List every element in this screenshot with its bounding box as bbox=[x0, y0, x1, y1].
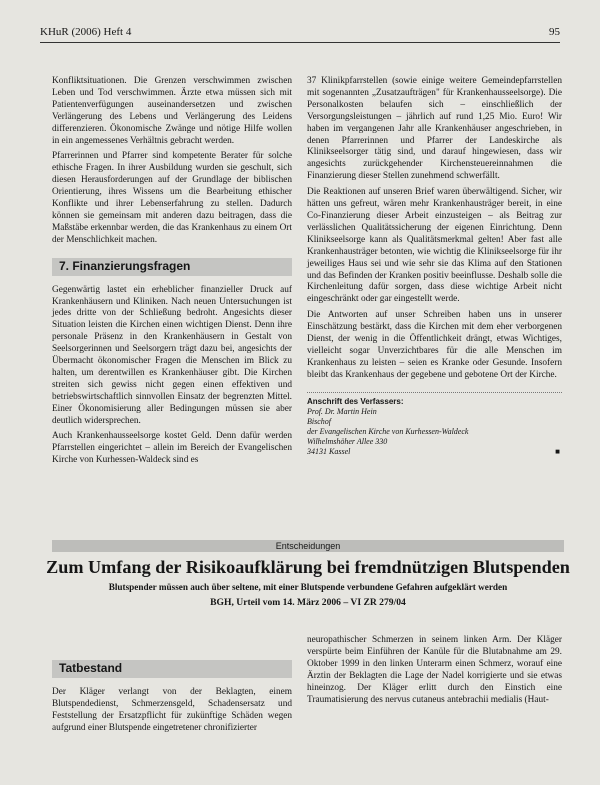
decision-right-column bbox=[307, 635, 562, 710]
right-column bbox=[307, 76, 562, 457]
header-rule bbox=[40, 42, 560, 43]
running-header bbox=[40, 26, 560, 40]
paragraph: Die Antworten auf unser Schreiben haben uns in unserer Einschätzung bestärkt, dass die Kirchen mit dem eher verborgenen Dienst, der wenig in die Öffentlichkeit drängt, etwas Wichtiges, vielleicht sogar Unverzichtbares für die alle Menschen im Krankenhaus zu leisten – seien es Kranke oder Gesunde. Insofern bleibt das Krankenhaus der gegebene und gebotene Ort der Kirche. bbox=[307, 310, 562, 380]
page-number: 95 bbox=[549, 26, 560, 38]
paragraph: 37 Klinikpfarrstellen (sowie einige weitere Gemeindepfarrstellen mit sogenannten „Zusatzaufträgen" für Krankenhausseelsorge). Die Personalkosten belaufen sich – einschließlich der Versorgungsleistungen – jährlich auf rund 1,25 Mio. Euro! Wir haben im vergangenen Jahr alle Krankenhäuser angeschrieben, in denen Pfarrerinnen und Pfarrer der Landeskirche als Klinikseelsorger tätig sind, und darauf hingewiesen, dass wir angesichts zurückgehender Kirchensteuereinnahmen die Finanzierung dieser Stellen zunehmend schwerfällt. bbox=[307, 76, 562, 182]
category-band: Entscheidungen bbox=[52, 540, 564, 552]
decision-title: Zum Umfang der Risikoaufklärung bei fremdnützigen Blutspenden bbox=[46, 557, 570, 577]
author-line: Bischof bbox=[307, 416, 331, 426]
author-address bbox=[307, 392, 562, 457]
decision-citation: BGH, Urteil vom 14. März 2006 – VI ZR 279/04 bbox=[210, 597, 406, 608]
section-heading-tatbestand: Tatbestand bbox=[52, 660, 292, 678]
author-line: Wilhelmshöher Allee 330 bbox=[307, 436, 388, 446]
author-heading: Anschrift des Verfassers: bbox=[307, 396, 404, 406]
paragraph: neuropathischer Schmerzen in seinem linken Arm. Der Kläger verspürte beim Einführen der Kanüle für die Blutabnahme am 29. Oktober 1999 in den linken Unterarm einen Schmerz, worauf eine Ärztin der Beklagten die Lage der Nadel korrigierte und sie etwas hineinzog. Der Kläger erlitt durch den Einstich eine Traumatisierung des nervus cutaneus antebrachii medialis (Haut- bbox=[307, 635, 562, 705]
left-column bbox=[52, 76, 292, 471]
paragraph: Auch Krankenhausseelsorge kostet Geld. Denn dafür werden Pfarrstellen eingerichtet – allein im Bereich der Evangelischen Kirche von Kurhessen-Waldeck sind es bbox=[52, 431, 292, 466]
paragraph: Der Kläger verlangt von der Beklagten, einem Blutspendedienst, Schmerzensgeld, Schadensersatz und Feststellung der Ersatzpflicht für zukünftige Schäden wegen aufgrund einer Blutspende eingetretener chronifizierter bbox=[52, 686, 292, 733]
author-line: der Evangelischen Kirche von Kurhessen-Waldeck bbox=[307, 426, 469, 436]
paragraph: Gegenwärtig lastet ein erheblicher finanzieller Druck auf Krankenhäusern und Kliniken. Nach neuen Untersuchungen ist jedes dritte von der Schließung bedroht. Angesichts dieser Situation leisten die Kirchen einen wichtigen Dienst. Denn ihre personale Präsenz in den Krankenhäusern in Gestalt von Seelsorgerinnen und Seelsorgern trägt dazu bei, angesichts der Übermacht ökonomischer Fragen die Menschen im Blick zu halten, um derentwillen es Krankenhäuser gibt. Die Kirchen streiten sich gewiss nicht gegen einen effektiven und betriebswirtschaftlich sinnvollen Einsatz der begrenzten Mittel. Einer Ökonomisierung aller Bedingungen müssen sie aber deutlich widersprechen. bbox=[52, 284, 292, 426]
decision-subtitle: Blutspender müssen auch über seltene, mit einer Blutspende verbundene Gefahren aufgeklärt werden bbox=[108, 582, 508, 592]
paragraph: Konfliktsituationen. Die Grenzen verschwimmen zwischen Leben und Tod verschwimmen. Ärzte etwa müssen sich mit Patientenverfügungen auseinandersetzen und zwischen Verlängerung des Lebens und Verlängerung des Leidens differenzieren. Ökonomische Zwänge und nötige Hilfe wollen in ein angemessenes Verhältnis gebracht werden. bbox=[52, 76, 292, 146]
section-heading-finanzierung: 7. Finanzierungsfragen bbox=[52, 258, 292, 276]
author-line: 34131 Kassel bbox=[307, 446, 351, 456]
journal-reference: KHuR (2006) Heft 4 bbox=[40, 26, 132, 38]
paragraph: Die Reaktionen auf unseren Brief waren überwältigend. Sicher, wir hätten uns gefreut, wären mehr Krankenhausträger bereit, in eine Co-Finanzierung dieser Arbeit einzusteigen – als Beitrag zur verlässlichen Qualitätssicherung der eigenen Einrichtung. Denn Klinikseelsorge kann als Qualitätsmerkmal gelten! Aber fast alle Krankenhausträger betonten, wie wichtig die Klinikseelsorge für ihr jeweiliges Haus sei und wie sehr sie das Klima auf den Stationen und das Befinden der Kranken positiv beeinflusse. Deshalb solle die Kirchenleitung dafür sorgen, dass diese wichtige Arbeit nicht eingeschränkt oder gar eingestellt werde. bbox=[307, 187, 562, 305]
paragraph: Pfarrerinnen und Pfarrer sind kompetente Berater für solche ethische Fragen. In ihrer Ausbildung wurden sie geschult, sich diesen Herausforderungen auf der Grundlage der biblischen Orientierung, ihres Wissens um die Bearbeitung ethischer Konflikte und ihrer Lebenserfahrung zu stellen. Dadurch können sie gemeinsam mit anderen dazu beitragen, dass die Maßstäbe erkennbar werden, die das Krankenhaus zu einem Ort der Menschlichkeit machen. bbox=[52, 151, 292, 245]
decision-left-column bbox=[52, 660, 292, 739]
end-mark: ■ bbox=[555, 446, 560, 456]
author-line: Prof. Dr. Martin Hein bbox=[307, 406, 377, 416]
